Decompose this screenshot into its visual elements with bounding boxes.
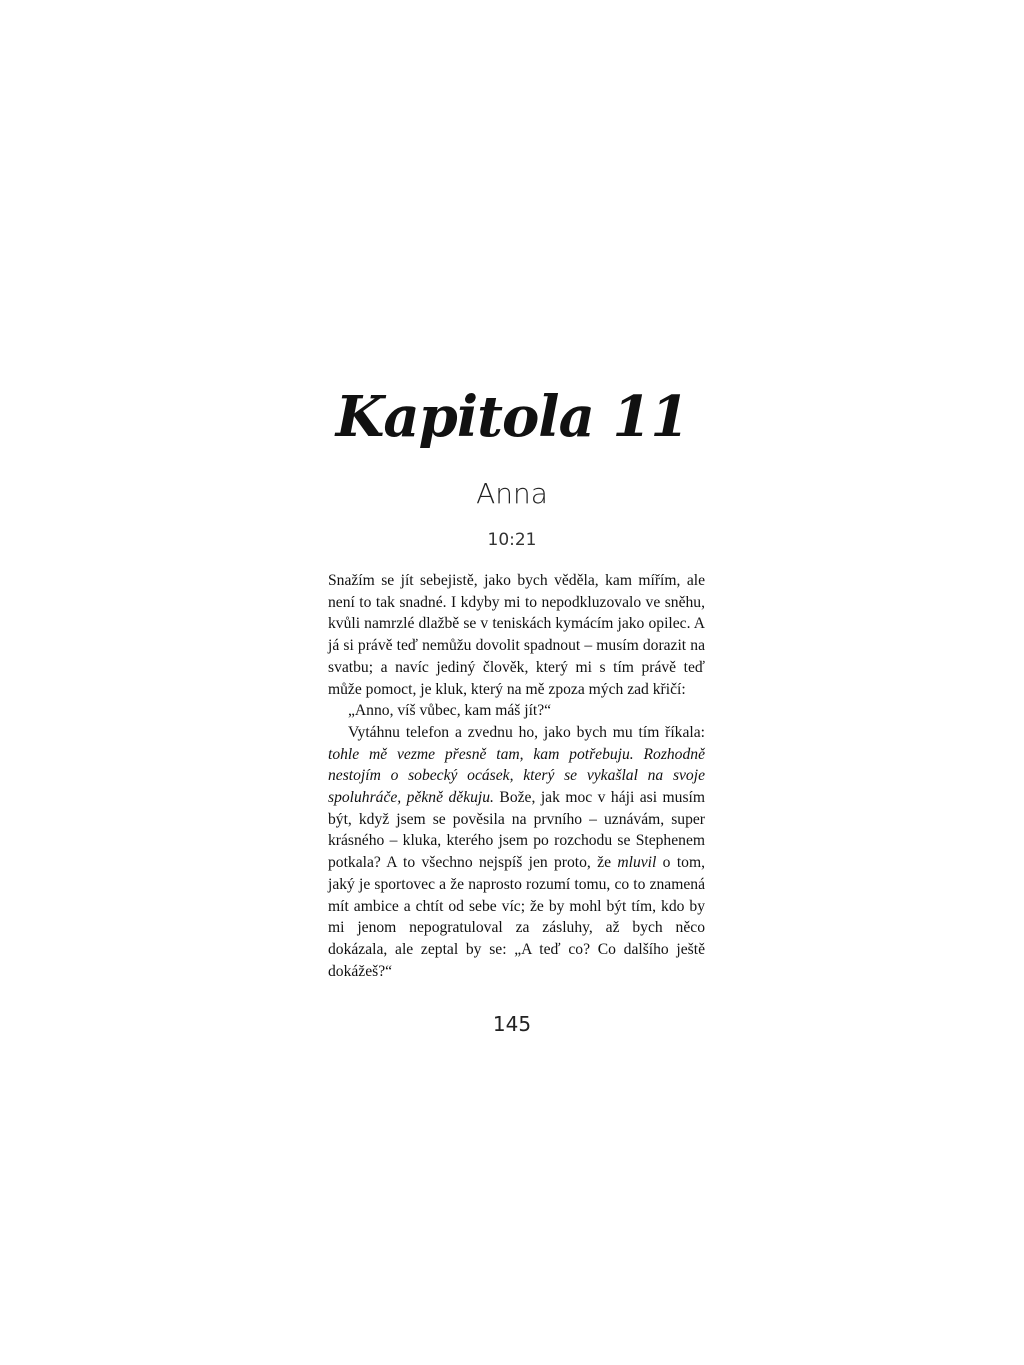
paragraph-3-text-c: o tom, jaký je sportovec a že naprosto rozumí tomu, co to znamená mít ambice a chtít od sebe víc; že by mohl být tím, kdo by mi jenom nepogratuloval za zásluhy, až bych něco dokázala, ale zeptal by se: „A teď co? Co dalšího ještě dokážeš?“	[328, 854, 705, 980]
paragraph-3-italic-a: tohle mě vezme přesně tam, kam potřebuju. Rozhodně nestojím o sobecký ocásek, který se vykašlal na svoje spoluhráče, pěkně děkuju.	[328, 745, 705, 807]
paragraph-3-text-a: Vytáhnu telefon a zvednu ho, jako bych mu tím říkala:	[348, 723, 705, 741]
paragraph-3	[328, 722, 705, 982]
body-text	[328, 570, 705, 982]
narrator-name: Anna	[476, 477, 548, 510]
paragraph-3-italic-b: mluvil	[617, 854, 657, 872]
chapter-title: Kapitola 11	[335, 384, 689, 450]
chapter-time: 10:21	[487, 530, 537, 550]
page-number: 145	[492, 1012, 532, 1036]
paragraph-2: „Anno, víš vůbec, kam máš jít?“	[348, 702, 552, 720]
paragraph-3-text-b: Bože, jak moc v háji asi musím být, když jsem se pověsila na prvního – uznávám, super krásného – kluka, kterého jsem po rozchodu se Stephenem potkala? A to všechno nejspíš jen proto, že	[328, 789, 705, 872]
paragraph-1: Snažím se jít sebejistě, jako bych věděla, kam mířím, ale není to tak snadné. I kdyby mi to nepodkluzovalo ve sněhu, kvůli namrzlé dlažbě se v teniskách kymácím jako opilec. A já si právě teď nemůžu dovolit spadnout – musím dorazit na svatbu; a navíc jediný člověk, který mi s tím právě teď může pomoct, je kluk, který na mě zpoza mých zad křičí:	[328, 572, 705, 698]
